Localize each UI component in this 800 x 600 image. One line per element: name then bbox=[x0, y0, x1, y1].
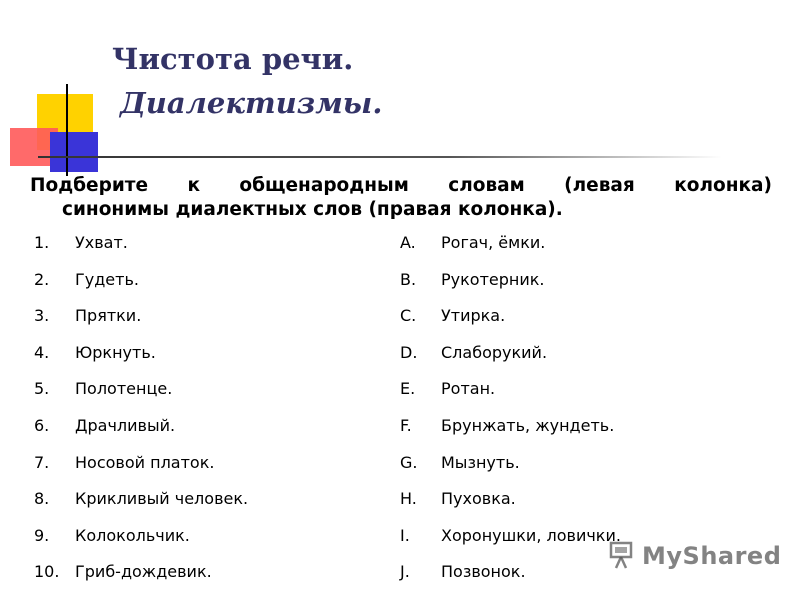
watermark-text: MyShared bbox=[642, 542, 782, 570]
item-text: Рукотерник. bbox=[441, 269, 545, 289]
decor-vertical-line bbox=[66, 84, 68, 176]
dialect-words-list bbox=[400, 233, 621, 599]
list-item bbox=[400, 453, 621, 490]
item-number: 5. bbox=[34, 379, 50, 399]
item-text: Пуховка. bbox=[441, 489, 516, 509]
item-letter: J. bbox=[400, 562, 410, 582]
item-letter: F. bbox=[400, 415, 412, 435]
item-text: Гриб-дождевик. bbox=[75, 562, 212, 582]
item-number: 8. bbox=[34, 489, 50, 509]
item-text: Прятки. bbox=[75, 306, 142, 326]
item-letter: A. bbox=[400, 233, 416, 252]
item-text: Брунжать, жундеть. bbox=[441, 415, 615, 435]
item-number: 4. bbox=[34, 342, 50, 362]
list-item bbox=[34, 270, 248, 307]
item-text: Мызнуть. bbox=[441, 452, 520, 472]
list-item bbox=[34, 562, 248, 599]
title-divider-line bbox=[38, 156, 722, 158]
instruction-text bbox=[30, 174, 772, 222]
list-item bbox=[400, 306, 621, 343]
item-text: Хоронушки, ловички. bbox=[441, 525, 621, 545]
item-letter: H. bbox=[400, 489, 417, 509]
item-number: 1. bbox=[34, 233, 50, 252]
list-item bbox=[400, 343, 621, 380]
item-number: 6. bbox=[34, 415, 50, 435]
item-letter: D. bbox=[400, 342, 418, 362]
item-number: 2. bbox=[34, 269, 50, 289]
item-number: 3. bbox=[34, 306, 50, 326]
item-text: Юркнуть. bbox=[75, 342, 156, 362]
item-text: Носовой платок. bbox=[75, 452, 215, 472]
slide-title-line1: Чистота речи. bbox=[112, 42, 354, 76]
item-text: Ухват. bbox=[75, 233, 128, 252]
item-letter: G. bbox=[400, 452, 418, 472]
presentation-board-icon bbox=[608, 540, 636, 570]
common-words-list bbox=[34, 233, 248, 599]
list-item bbox=[400, 270, 621, 307]
watermark-logo bbox=[606, 538, 782, 574]
item-text: Драчливый. bbox=[75, 415, 176, 435]
list-item bbox=[400, 233, 621, 270]
item-letter: B. bbox=[400, 269, 417, 289]
item-text: Полотенце. bbox=[75, 379, 173, 399]
list-item bbox=[34, 233, 248, 270]
item-text: Слаборукий. bbox=[441, 342, 548, 362]
item-number: 7. bbox=[34, 452, 50, 472]
list-item bbox=[400, 526, 621, 563]
list-item bbox=[34, 343, 248, 380]
slide-title-line2: Диалектизмы. bbox=[120, 86, 383, 120]
list-item bbox=[34, 416, 248, 453]
list-item bbox=[34, 306, 248, 343]
item-number: 10. bbox=[34, 562, 60, 582]
list-item bbox=[400, 416, 621, 453]
item-text: Гудеть. bbox=[75, 269, 139, 289]
item-number: 9. bbox=[34, 525, 50, 545]
list-item bbox=[400, 562, 621, 599]
list-item bbox=[34, 489, 248, 526]
list-item bbox=[34, 526, 248, 563]
instruction-line1: Подберите к общенародным словам (левая колонка) bbox=[30, 175, 772, 196]
item-text: Ротан. bbox=[441, 379, 496, 399]
list-item bbox=[400, 379, 621, 416]
decor-blue-square bbox=[50, 132, 98, 172]
item-text: Крикливый человек. bbox=[75, 489, 249, 509]
item-letter: E. bbox=[400, 379, 416, 399]
item-text: Колокольчик. bbox=[75, 525, 190, 545]
item-text: Позвонок. bbox=[441, 562, 526, 582]
instruction-line2: синонимы диалектных слов (правая колонка). bbox=[62, 199, 563, 220]
list-item bbox=[400, 489, 621, 526]
list-item bbox=[34, 379, 248, 416]
list-item bbox=[34, 453, 248, 490]
item-letter: C. bbox=[400, 306, 417, 326]
item-letter: I. bbox=[400, 525, 410, 545]
item-text: Рогач, ёмки. bbox=[441, 233, 546, 252]
item-text: Утирка. bbox=[441, 306, 506, 326]
